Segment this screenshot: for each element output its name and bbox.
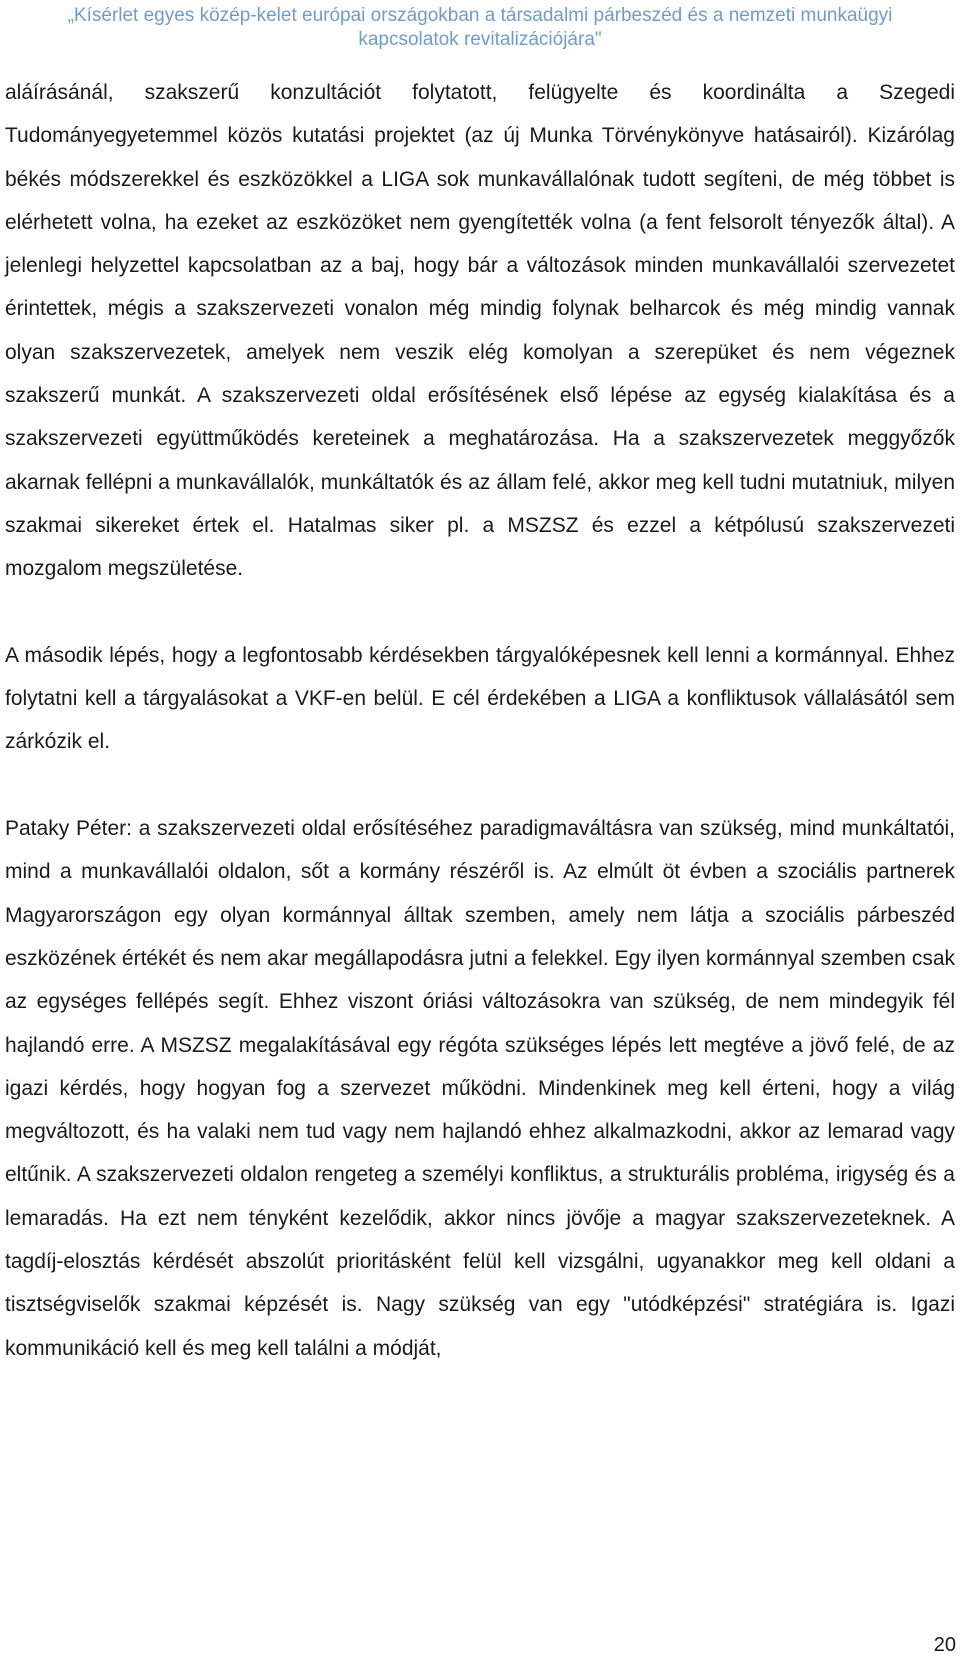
- running-header: [0, 4, 960, 52]
- page-number: 20: [933, 1634, 956, 1656]
- paragraph-1: aláírásánál, szakszerű konzultációt folytatott, felügyelte és koordinálta a Szegedi Tudományegyetemmel közös kutatási projektet (az új Munka Törvénykönyve hatásairól). Kizárólag békés módszerekkel és eszközökkel a LIGA sok munkavállalónak tudott segíteni, de még többet is elérhetett volna, ha ezeket az eszközöket nem gyengítették volna (a fent felsorolt tényezők által). A jelenlegi helyzettel kapcsolatban az a baj, hogy bár a változások minden munkavállalói szervezetet érintettek, mégis a szakszervezeti vonalon még mindig folynak belharcok és még mindig vannak olyan szakszervezetek, amelyek nem veszik elég komolyan a szerepüket és nem végeznek szakszerű munkát. A szakszervezeti oldal erősítésének első lépése az egység kialakítása és a szakszervezeti együttműködés kereteinek a meghatározása. Ha a szakszervezetek meggyőzők akarnak fellépni a munkavállalók, munkáltatók és az állam felé, akkor meg kell tudni mutatniuk, milyen szakmai sikereket értek el. Hatalmas siker pl. a MSZSZ és ezzel a kétpólusú szakszervezeti mozgalom megszületése.: [5, 81, 955, 581]
- header-line-2: kapcsolatok revitalizációjára": [358, 29, 602, 50]
- paragraph-3: Pataky Péter: a szakszervezeti oldal erősítéséhez paradigmaváltásra van szükség, mind munkáltatói, mind a munkavállalói oldalon, sőt a kormány részéről is. Az elmúlt öt évben a szociális partnerek Magyarországon egy olyan kormánnyal álltak szemben, amely nem látja a szociális párbeszéd eszközének értékét és nem akar megállapodásra jutni a felekkel. Egy ilyen kormánnyal szemben csak az egységes fellépés segít. Ehhez viszont óriási változásokra van szükség, de nem mindegyik fél hajlandó erre. A MSZSZ megalakításával egy régóta szükséges lépés lett megtéve a jövő felé, de az igazi kérdés, hogy hogyan fog a szervezet működni. Mindenkinek meg kell érteni, hogy a világ megváltozott, és ha valaki nem tud vagy nem hajlandó ehhez alkalmazkodni, akkor az lemarad vagy eltűnik. A szakszervezeti oldalon rengeteg a személyi konfliktus, a strukturális probléma, irigység és a lemaradás. Ha ezt nem tényként kezelődik, akkor nincs jövője a magyar szakszervezeteknek. A tagdíj-elosztás kérdését abszolút prioritásként felül kell vizsgálni, ugyanakkor meg kell oldani a tisztségviselők szakmai képzését is. Nagy szükség van egy "utódképzési" stratégiára is. Igazi kommunikáció kell és meg kell találni a módját,: [5, 817, 955, 1360]
- body-text: [5, 71, 955, 1370]
- paragraph-2: A második lépés, hogy a legfontosabb kérdésekben tárgyalóképesnek kell lenni a kormánnyal. Ehhez folytatni kell a tárgyalásokat a VKF-en belül. E cél érdekében a LIGA a konfliktusok vállalásától sem zárkózik el.: [5, 643, 955, 754]
- header-line-1: „Kísérlet egyes közép-kelet európai országokban a társadalmi párbeszéd és a nemzeti munkaügyi: [67, 5, 893, 26]
